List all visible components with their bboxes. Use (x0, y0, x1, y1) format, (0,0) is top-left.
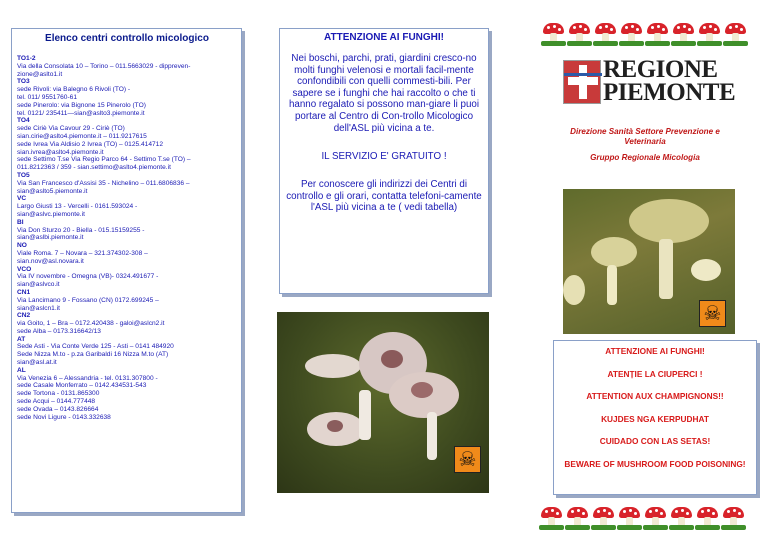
warning-info-panel (279, 28, 489, 294)
center-entry (17, 242, 237, 265)
center-entry (17, 219, 237, 242)
asl-code: BI (17, 218, 24, 226)
center-address-line: Largo Giusti 13 - Vercelli - 0161.593024 - (17, 203, 138, 211)
center-entry (17, 312, 237, 335)
center-entry (17, 117, 237, 172)
center-address-line: sede Acqui – 0144.777448 (17, 398, 96, 406)
warning-line: ATTENZIONE AI FUNGHI! (605, 346, 705, 356)
center-address-line: sede Ivrea Via Aldisio 2 Ivrea (TO) – 0125.414712 (17, 140, 164, 148)
center-entry (17, 367, 237, 422)
free-service-note: IL SERVIZIO E' GRATUITO ! (321, 151, 447, 163)
mushroom-strip-top (543, 21, 746, 46)
center-address-line: sian@aslto5.piemonte.it (17, 187, 88, 195)
mushroom-icon (543, 21, 564, 46)
asl-code: VCO (17, 265, 32, 273)
center-entry (17, 195, 237, 218)
center-address-line: sede Ciriè Via Cavour 29 - Ciriè (TO) (17, 125, 125, 133)
center-address-line: sede Rivoli: via Balegno 6 Rivoli (TO) - (17, 86, 131, 94)
logo-flag-icon (563, 60, 601, 104)
mushroom-icon (671, 505, 692, 530)
multilingual-warning-panel (553, 340, 757, 495)
center-entry (17, 78, 237, 117)
mushroom-icon (567, 505, 588, 530)
center-entry (17, 289, 237, 312)
asl-code: NO (17, 242, 27, 250)
center-entry (17, 172, 237, 195)
center-address-line: sian@asl.at.it (17, 359, 57, 367)
mushroom-icon (673, 21, 694, 46)
logo-line-2: PIEMONTE (603, 79, 736, 106)
mushroom-strip-bottom (541, 505, 744, 530)
center-address-line: sede Settimo T.se Via Regio Parco 64 - Settimo T.se (TO) – (17, 156, 191, 164)
asl-code: AL (17, 366, 26, 374)
center-address-line: Via della Consolata 10 – Torino – 011.5663029 - dippreven- (17, 62, 191, 70)
center-address-line: sede Tortona - 0131.865300 (17, 390, 100, 398)
center-address-line: Sede Nizza M.to - p.za Garibaldi 16 Nizza M.to (AT) (17, 351, 169, 359)
center-address-line: sian@aslcn1.it (17, 304, 60, 312)
mushroom-icon (621, 21, 642, 46)
center-address-line: Via Venezia 6 – Alessandria - tel. 0131.307800 - (17, 374, 158, 382)
center-address-line: sian.nov@asl.novara.it (17, 257, 84, 265)
regione-piemonte-logo (563, 56, 736, 106)
mushroom-icon (569, 21, 590, 46)
center-address-line: zione@aslto1.it (17, 70, 63, 78)
mushroom-icon (699, 21, 720, 46)
centers-list (17, 55, 237, 421)
center-address-line: 011.8212363 / 359 - sian.settimo@aslto4.piemonte.it (17, 164, 171, 172)
warning-line: BEWARE OF MUSHROOM FOOD POISONING! (564, 458, 746, 469)
center-address-line: Via San Francesco d'Assisi 35 - Nichelino – 011.6806836 – (17, 179, 190, 187)
center-address-line: sian.ivrea@aslto4.piemonte.it (17, 148, 104, 156)
center-entry (17, 336, 237, 367)
center-address-line: sian@aslvco.it (17, 281, 60, 289)
skull-crossbones-icon: ☠ (454, 446, 481, 473)
warning-line: ATENȚIE LA CIUPERCI ! (607, 368, 703, 379)
asl-code: VC (17, 195, 27, 203)
mushroom-icon (619, 505, 640, 530)
asl-code: TO3 (17, 78, 30, 86)
center-address-line: tel. 0121/ 235411—sian@aslto3.piemonte.it (17, 109, 145, 117)
center-entry (17, 55, 237, 78)
mushroom-icon (647, 21, 668, 46)
asl-code: TO5 (17, 171, 30, 179)
contact-paragraph: Per conoscere gli indirizzi dei Centri di controllo e gli orari, contatta telefoni-camente l'ASL più vicina a te ( vedi tabella) (286, 179, 482, 214)
mushroom-icon (541, 505, 562, 530)
center-address-line: Viale Roma. 7 – Novara – 321.374302-308 – (17, 249, 148, 257)
asl-code: TO1-2 (17, 55, 36, 62)
centers-list-title: Elenco centri controllo micologico (45, 33, 209, 44)
logo-line-1: REGIONE (603, 56, 718, 83)
center-address-line: sede Alba – 0173.316642/13 (17, 327, 101, 335)
center-address-line: sian@aslbi.piemonte.it (17, 234, 84, 242)
center-address-line: sede Novi Ligure - 0143.332638 (17, 413, 111, 421)
mushroom-icon (595, 21, 616, 46)
center-address-line: via Goito, 1 – Bra – 0172.420438 - galoi@aslcn2.it (17, 320, 165, 328)
center-address-line: Via Lancimano 9 - Fossano (CN) 0172.699245 – (17, 296, 159, 304)
group-text: Gruppo Regionale Micologia (590, 153, 700, 162)
mushroom-photo-lepiota (277, 312, 489, 493)
mushroom-icon (697, 505, 718, 530)
center-address-line: sede Casale Monferrato – 0142.434531-543 (17, 382, 147, 390)
center-address-line: Via IV novembre - Omegna (VB)- 0324.491677 - (17, 273, 159, 281)
warning-line: KUJDES NGA KERPUDHAT (601, 413, 709, 424)
mushroom-icon (725, 21, 746, 46)
warning-title: ATTENZIONE AI FUNGHI! (324, 32, 444, 43)
mushroom-icon (723, 505, 744, 530)
center-address-line: Via Don Sturzo 20 - Biella - 015.15159255 - (17, 226, 145, 234)
center-address-line: sian.cirie@aslto4.piemonte.it – 011.9217615 (17, 132, 147, 140)
warning-list (560, 346, 750, 469)
warning-line: ATTENTION AUX CHAMPIGNONS!! (586, 391, 724, 401)
warning-line: CUIDADO CON LAS SETAS! (599, 436, 711, 446)
center-entry (17, 266, 237, 289)
direction-text: Direzione Sanità Settore Prevenzione e Veterinaria (570, 127, 720, 146)
center-address-line: Sede Asti - Via Conte Verde 125 - Asti – 0141 484920 (17, 343, 174, 351)
center-address-line: sian@aslvc.piemonte.it (17, 210, 85, 218)
asl-code: CN2 (17, 312, 31, 320)
centers-list-panel (11, 28, 242, 513)
skull-crossbones-icon: ☠ (699, 300, 726, 327)
mushroom-icon (645, 505, 666, 530)
asl-code: TO4 (17, 117, 30, 125)
department-block (555, 127, 735, 163)
center-address-line: tel. 011/ 9551760-61 (17, 93, 78, 101)
asl-code: CN1 (17, 288, 31, 296)
center-address-line: sede Ovada – 0143.826664 (17, 405, 99, 413)
mushroom-icon (593, 505, 614, 530)
mushroom-photo-amanita (563, 189, 735, 334)
info-paragraph: Nei boschi, parchi, prati, giardini cresco-no molti funghi velenosi e mortali facil-mente confondibili con quelli commesti-bili. Per sapere se i funghi che hai raccolto o che ti hanno regalato si possono man-giare li puoi portare al Centro di Con-trollo Micologico dell'ASL più vicina a te. (288, 53, 480, 134)
asl-code: AT (17, 335, 26, 343)
center-address-line: sede Pinerolo: via Bignone 15 Pinerolo (TO) (17, 101, 146, 109)
